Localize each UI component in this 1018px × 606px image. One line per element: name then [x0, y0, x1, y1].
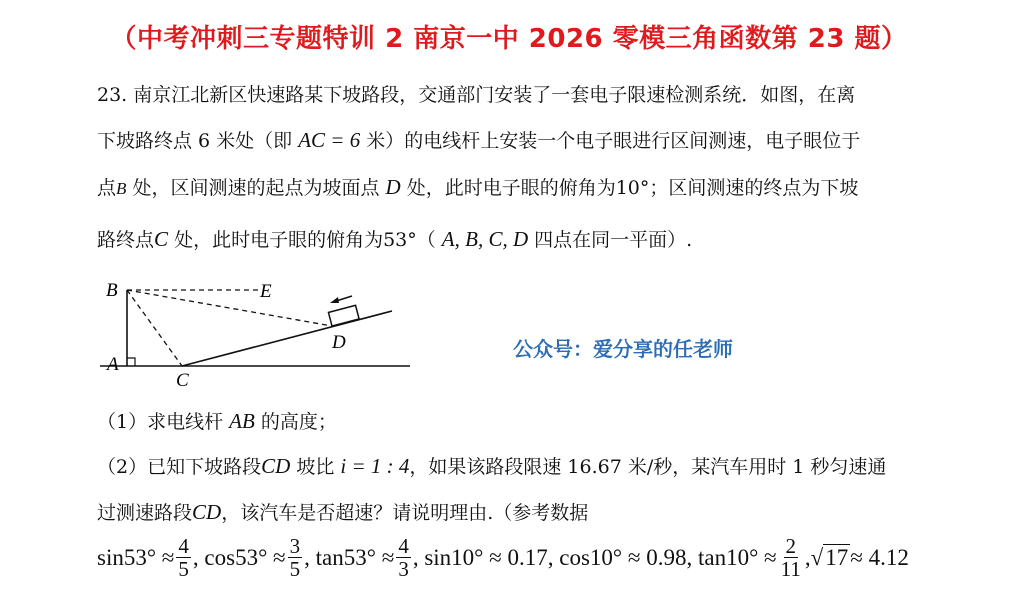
math-point-d: D	[385, 175, 401, 199]
problem-line-3	[97, 173, 858, 200]
sqrt-sign: √	[810, 545, 824, 571]
label-e: E	[260, 281, 272, 302]
geometry-diagram	[100, 272, 420, 402]
dashed-bc	[127, 290, 182, 366]
formula-text: , sin10° ≈ 0.17, cos10° ≈ 0.98, tan10° ≈	[412, 544, 777, 570]
problem-text: 处，区间测速的起点为坡面点	[126, 177, 386, 199]
math-slope-ratio: i = 1 : 4	[340, 454, 410, 478]
radicand: 17	[825, 545, 849, 571]
fraction	[288, 535, 303, 580]
label-a: A	[107, 354, 119, 375]
problem-text: 四点在同一平面）.	[528, 229, 693, 251]
question-text: （1）求电线杆	[97, 411, 230, 433]
math-points-list: A, B, C, D	[441, 227, 529, 251]
problem-text: 点	[97, 177, 117, 199]
denominator: 3	[398, 557, 409, 582]
formula-text: , tan53° ≈	[304, 544, 395, 570]
numerator: 3	[289, 534, 301, 558]
fraction	[176, 535, 191, 580]
question-text: ，该汽车是否超速？请说明理由.（参考数据	[221, 502, 589, 524]
formula-text: sin53° ≈	[97, 544, 175, 570]
formula-text: ,	[804, 544, 811, 570]
sqrt-expression	[811, 544, 851, 571]
problem-text: 处，此时电子眼的俯角为53°（	[168, 229, 442, 251]
question-text: （2）已知下坡路段	[97, 456, 262, 478]
problem-text: 下坡路终点 6 米处（即	[97, 130, 299, 152]
math-cd: CD	[261, 454, 291, 478]
problem-line-4	[97, 225, 692, 252]
right-angle-mark	[127, 358, 135, 366]
problem-line-2	[97, 126, 860, 153]
question-text: 的高度；	[254, 411, 337, 433]
watermark: 公众号：爱分享的任老师	[513, 337, 733, 361]
question-2-line-1	[97, 452, 886, 479]
fraction	[396, 535, 411, 580]
problem-line-1: 23. 南京江北新区快速路某下坡路段，交通部门安装了一套电子限速检测系统．如图，在离	[97, 84, 856, 106]
denominator: 11	[780, 557, 801, 582]
problem-text: 处，此时电子眼的俯角为10°；区间测速的终点为下坡	[400, 177, 859, 199]
formula-text: ≈ 4.12	[850, 544, 909, 570]
slope-line	[182, 311, 392, 366]
car-box	[328, 305, 359, 326]
label-d: D	[332, 332, 346, 353]
reference-data-formula	[97, 535, 909, 580]
dashed-bd	[127, 290, 332, 326]
numerator: 2	[785, 534, 796, 558]
question-1	[97, 407, 337, 434]
denominator: 5	[178, 557, 189, 582]
math-ac-equation: AC = 6	[298, 128, 361, 152]
formula-text: , cos53° ≈	[192, 544, 286, 570]
math-point-c: C	[154, 227, 169, 251]
page-title: （中考冲刺三专题特训 2 南京一中 2026 零模三角函数第 23 题）	[110, 24, 908, 54]
question-text: 过测速路段	[97, 502, 193, 524]
math-point-b: B	[116, 179, 127, 198]
question-text: 坡比	[290, 456, 341, 478]
arrow-head	[330, 297, 339, 303]
label-b: B	[106, 280, 118, 301]
problem-text: 米）的电线杆上安装一个电子眼进行区间测速，电子眼位于	[360, 130, 861, 152]
numerator: 4	[178, 534, 189, 558]
math-ab: AB	[229, 409, 255, 433]
math-cd: CD	[192, 500, 222, 524]
label-c: C	[176, 370, 189, 391]
problem-text: 路终点	[97, 229, 155, 251]
question-text: ，如果该路段限速 16.67 米/秒，某汽车用时 1 秒匀速通	[409, 456, 887, 478]
denominator: 5	[289, 557, 301, 582]
fraction	[779, 535, 803, 580]
numerator: 4	[398, 534, 409, 558]
question-2-line-2	[97, 498, 588, 525]
